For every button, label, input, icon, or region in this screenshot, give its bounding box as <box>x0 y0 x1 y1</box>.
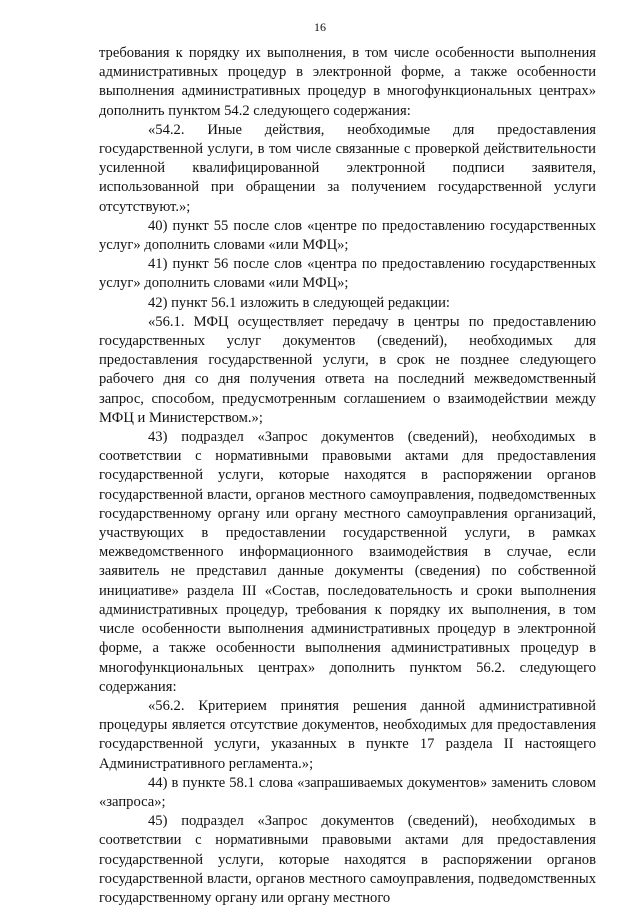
paragraph-3: 40) пункт 55 после слов «центре по предоставлению государственных услуг» дополнить словами «или МФЦ»; <box>99 217 596 254</box>
paragraph-9: 44) в пункте 58.1 слова «запрашиваемых документов» заменить словом «запроса»; <box>99 774 596 810</box>
document-body <box>99 44 596 908</box>
paragraph-7: 43) подраздел «Запрос документов (сведений), необходимых в соответствии с нормативными правовыми актами для предоставления государственной услуги, которые находятся в распоряжении органов государственной власти, органов местного самоуправления, подведомственных государственному органу или органу местного самоуправления организаций, участвующих в предоставлении государственной услуги, в рамках межведомственного информационного взаимодействия в случае, если заявитель не представил данные документы (сведения) по собственной инициативе» раздела III «Состав, последовательность и сроки выполнения административных процедур, требования к порядку их выполнения, в том числе особенности выполнения административных процедур в электронной форме, а также особенности выполнения административных процедур в многофункциональных центрах» дополнить пунктом 56.2. следующего содержания: <box>99 429 596 695</box>
paragraph-5: 42) пункт 56.1 изложить в следующей редакции: <box>148 294 450 311</box>
page-number: 16 <box>314 20 326 34</box>
paragraph-2: «54.2. Иные действия, необходимые для предоставления государственной услуги, в том числе связанные с проверкой действительности усиленной квалифицированной электронной подписи заявителя, использованной при обращении за получением государственной услуги отсутствуют.»; <box>99 121 596 215</box>
paragraph-10: 45) подраздел «Запрос документов (сведений), необходимых в соответствии с нормативными правовыми актами для предоставления государственной услуги, которые находятся в распоряжении органов государственной власти, органов местного самоуправления, подведомственных государственному органу или органу местного <box>99 813 596 906</box>
paragraph-6: «56.1. МФЦ осуществляет передачу в центры по предоставлению государственных услуг документов (сведений), необходимых для предоставления государственной услуги, в срок не позднее следующего рабочего дня со дня получения ответа на последний межведомственный запрос, способом, предусмотренным соглашением о взаимодействии между МФЦ и Министерством.»; <box>99 313 596 426</box>
paragraph-8: «56.2. Критерием принятия решения данной административной процедуры является отсутствие документов, необходимых для предоставления государственной услуги, указанных в пункте 17 раздела II настоящего Административного регламента.»; <box>99 697 596 772</box>
paragraph-4: 41) пункт 56 после слов «центра по предоставлению государственных услуг» дополнить словами «или МФЦ»; <box>99 256 596 292</box>
paragraph-1: требования к порядку их выполнения, в том числе особенности выполнения административных процедур в электронной форме, а также особенности выполнения административных процедур в многофункциональных центрах» дополнить пунктом 54.2 следующего содержания: <box>99 45 596 119</box>
